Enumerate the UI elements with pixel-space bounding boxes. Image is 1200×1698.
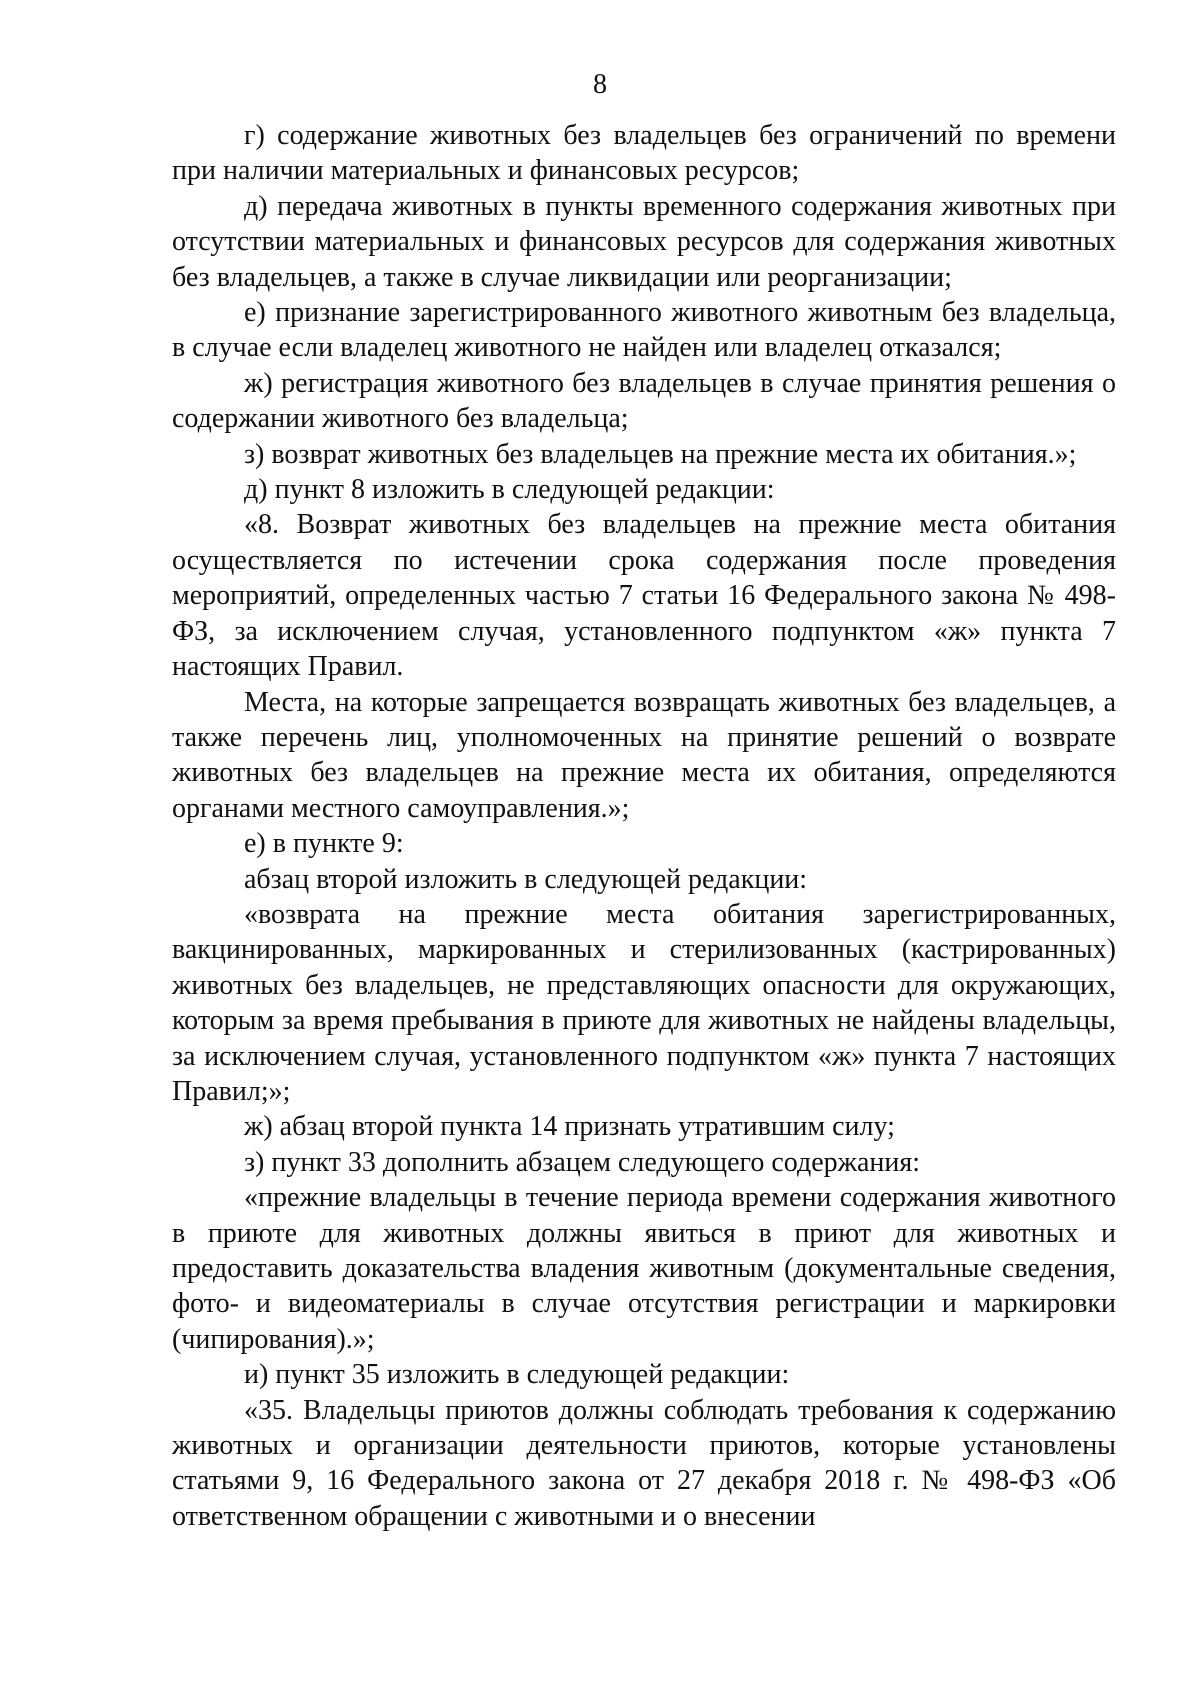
paragraph-second-clause: абзац второй изложить в следующей редакции: [244, 863, 808, 895]
paragraph-point-14-repeal: ж) абзац второй пункта 14 признать утратившим силу; [244, 1111, 895, 1143]
paragraph-item-z: з) возврат животных без владельцев на прежние места их обитания.»; [244, 438, 1077, 470]
paragraph-amendment-point-35: и) пункт 35 изложить в следующей редакции: [244, 1359, 790, 1391]
paragraph-point-9-text: «возврата на прежние места обитания зарегистрированных, вакцинированных, маркированных и стерилизованных (кастрированных) животных без владельцев, не представляющих опасности для окружающих, которым за время пребывания в приюте для животных не найдены владельцы, за исключением случая, установленного подпунктом «ж» пункта 7 настоящих Правил;»; [172, 898, 1116, 1107]
paragraph-item-e: е) признание зарегистрированного животного животным без владельца, в случае если владелец животного не найден или владелец отказался; [172, 297, 1116, 364]
paragraph-point-33-text: «прежние владельцы в течение периода времени содержания животного в приюте для животных должны явиться в приют для животных и предоставить доказательства владения животным (документальные сведения, фото- и видеоматериалы в случае отсутствия регистрации и маркировки (чипирования).»; [172, 1182, 1116, 1355]
paragraph-amendment-point-33: з) пункт 33 дополнить абзацем следующего содержания: [244, 1146, 921, 1178]
paragraph-amendment-point-8: д) пункт 8 изложить в следующей редакции: [244, 474, 775, 506]
paragraph-amendment-point-9: е) в пункте 9: [244, 828, 404, 860]
paragraph-item-zh: ж) регистрация животного без владельцев в случае принятия решения о содержании животного без владельца; [172, 367, 1116, 435]
page-number: 8 [593, 69, 607, 100]
paragraph-item-d: д) передача животных в пункты временного содержания животных при отсутствии материальных и финансовых ресурсов для содержания животных без владельцев, а также в случае ликвидации или реорганизации; [172, 190, 1116, 293]
paragraph-return-places: Места, на которые запрещается возвращать животных без владельцев, а также перечень лиц, уполномоченных на принятие решений о возврате животных без владельцев на прежние места их обитания, определяются органами местного самоуправления.»; [172, 686, 1116, 824]
paragraph-point-8-text: «8. Возврат животных без владельцев на прежние места обитания осуществляется по истечении срока содержания после проведения мероприятий, определенных частью 7 статьи 16 Федерального закона № 498-ФЗ, за исключением случая, установленного подпунктом «ж» пункта 7 настоящих Правил. [172, 509, 1116, 683]
document-body [172, 118, 1116, 1534]
paragraph-point-35-text: «35. Владельцы приютов должны соблюдать требования к содержанию животных и организации деятельности приютов, которые установлены статьями 9, 16 Федерального закона от 27 декабря 2018 г. № 498-ФЗ «Об ответственном обращении с животными и о внесении [172, 1394, 1116, 1532]
paragraph-item-g: г) содержание животных без владельцев без ограничений по времени при наличии материальных и финансовых ресурсов; [172, 120, 1116, 187]
